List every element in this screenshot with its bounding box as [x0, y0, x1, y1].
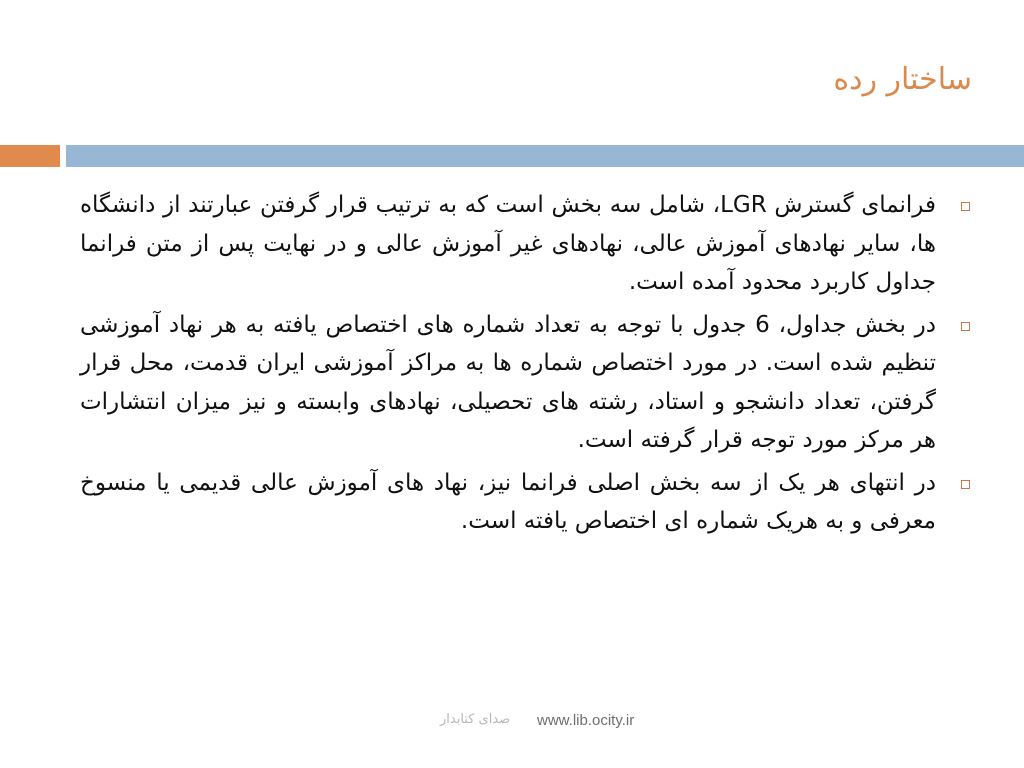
bullet-item	[80, 186, 970, 302]
footer-watermark	[440, 712, 680, 734]
bullet-item	[80, 464, 970, 541]
accent-bar-orange	[0, 145, 60, 167]
slide-title: ساختار رده	[833, 62, 972, 97]
square-bullet-icon	[961, 322, 970, 331]
accent-bar-blue	[66, 145, 1024, 167]
square-bullet-icon	[961, 480, 970, 489]
bullet-item	[80, 306, 970, 460]
footer-url[interactable]: www.lib.ocity.ir	[537, 712, 635, 729]
bullet-list	[80, 186, 970, 545]
bullet-text: در انتهای هر یک از سه بخش اصلی فرانما نیز، نهاد های آموزش عالی قدیمی یا منسوخ معرفی و به هریک شماره ای اختصاص یافته است.	[80, 469, 936, 534]
watermark-text: صدای کتابدار	[440, 712, 511, 727]
square-bullet-icon	[961, 202, 970, 211]
bullet-text: فرانمای گسترش LGR، شامل سه بخش است که به ترتیب قرار گرفتن عبارتند از دانشگاه ها، سایر نهادهای آموزش عالی، نهادهای غیر آموزش عالی و در نهایت پس از متن فرانما جداول کاربرد محدود آمده است.	[80, 192, 936, 295]
bullet-text: در بخش جداول، 6 جدول با توجه به تعداد شماره های اختصاص یافته به هر نهاد آموزشی تنظیم شده است. در مورد اختصاص شماره ها به مراکز آموزشی ایران قدمت، محل قرار گرفتن، تعداد دانشجو و استاد، رشته های تحصیلی، نهادهای وابسته و نیز میزان انتشارات هر مرکز مورد توجه قرار گرفته است.	[80, 311, 936, 453]
